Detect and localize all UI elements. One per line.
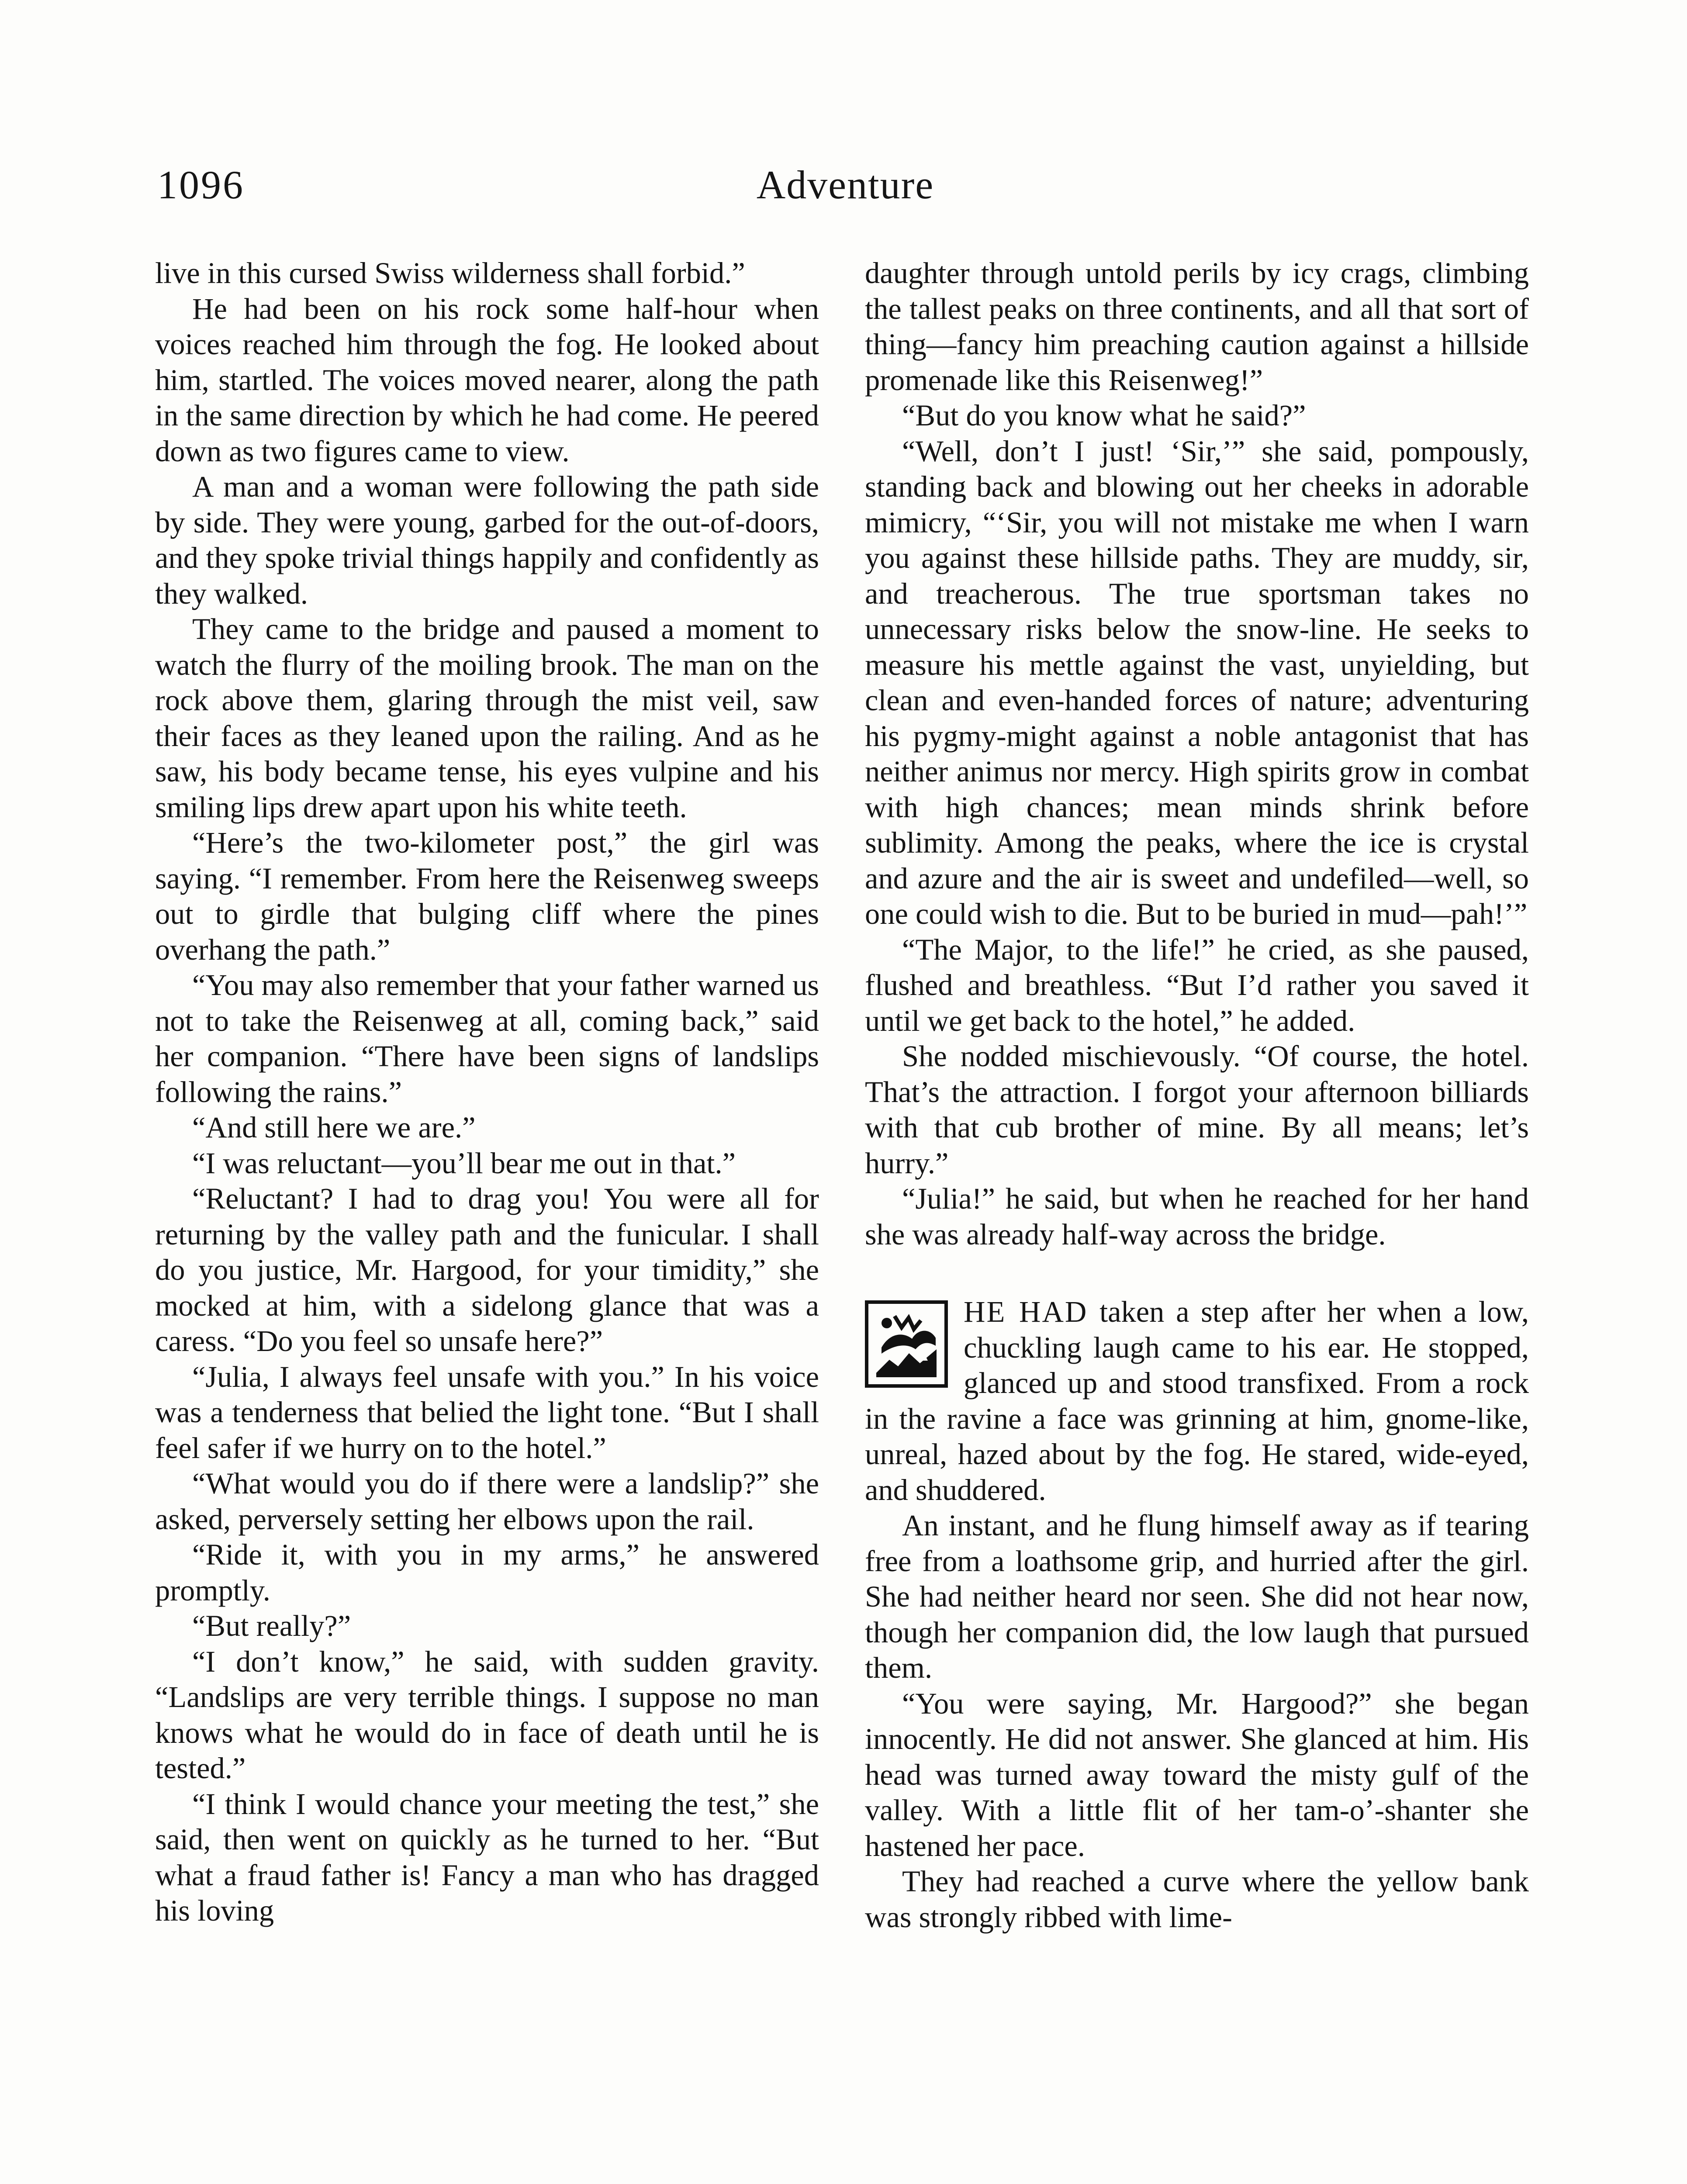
page-header	[157, 162, 1533, 218]
paragraph: “What would you do if there were a landslip?” she asked, perversely setting her elbows upon the rail.	[155, 1467, 819, 1536]
paragraph: “Ride it, with you in my arms,” he answered promptly.	[155, 1538, 819, 1607]
left-column	[155, 256, 819, 1929]
paragraph: “You were saying, Mr. Hargood?” she began innocently. He did not answer. She glanced at him. His head was turned away toward the misty gulf of the valley. With a little flit of her tam-o’-shanter she hastened her pace.	[865, 1686, 1529, 1863]
woodcut-ornament-icon	[865, 1300, 948, 1388]
paragraph: daughter through untold perils by icy crags, climbing the tallest peaks on three continents, and all that sort of thing—fancy him preaching caution against a hillside promenade like this Reisenweg!”	[865, 256, 1529, 397]
paragraph: “But do you know what he said?”	[902, 399, 1306, 432]
paragraph: He had been on his rock some half-hour when voices reached him through the fog. He looked about him, startled. The voices moved nearer, along the path in the same direction by which he had come. He peered down as two figures came to view.	[155, 292, 819, 468]
right-column	[865, 256, 1529, 1935]
paragraph: “You may also remember that your father warned us not to take the Reisenweg at all, coming back,” said her companion. “There have been signs of landslips following the rains.”	[155, 968, 819, 1109]
paragraph: “The Major, to the life!” he cried, as she paused, flushed and breathless. “But I’d rather you saved it until we get back to the hotel,” he added.	[865, 933, 1529, 1037]
paragraph: “Here’s the two-kilometer post,” the girl was saying. “I remember. From here the Reisenweg sweeps out to girdle that bulging cliff where the pines overhang the path.”	[155, 826, 819, 966]
paragraph: “Well, don’t I just! ‘Sir,’” she said, pompously, standing back and blowing out her cheeks in adorable mimicry, “‘Sir, you will not mistake me when I warn you against these hillside paths. They are muddy, sir, and treacherous. The true sportsman takes no unnecessary risks below the snow-line. He seeks to measure his mettle against the vast, unyielding, but clean and even-handed forces of nature; adventuring his pygmy-might against a noble antagonist that has neither animus nor mercy. High spirits grow in combat with high chances; mean minds shrink before sublimity. Among the peaks, where the ice is crystal and azure and the air is sweet and undefiled—well, so one could wish to die. But to be buried in mud—pah!’”	[865, 434, 1529, 930]
paragraph: She nodded mischievously. “Of course, the hotel. That’s the attraction. I forgot your afternoon billiards with that cub brother of mine. By all means; let’s hurry.”	[865, 1040, 1529, 1180]
paragraph: They came to the bridge and paused a moment to watch the flurry of the moiling brook. The man on the rock above them, glaring through the mist veil, saw their faces as they leaned upon the railing. And as he saw, his body became tense, his eyes vulpine and his smiling lips drew apart upon his white teeth.	[155, 612, 819, 824]
paragraph: An instant, and he flung himself away as if tearing free from a loathsome grip, and hurried after the girl. She had neither heard nor seen. She did not hear now, though her companion did, the low laugh that pursued them.	[865, 1509, 1529, 1684]
section-opening-text: taken a step after her when a low, chuckling laugh came to his ear. He stopped, glanced up and stood transfixed. From a rock in the ravine a face was grinning at him, gnome-like, unreal, hazed about by the fog. He stared, wide-eyed, and shuddered.	[865, 1295, 1529, 1507]
paragraph: “Julia!” he said, but when he reached for her hand she was already half-way across the bridge.	[865, 1182, 1529, 1251]
page-number: 1096	[157, 162, 245, 207]
magazine-title: Adventure	[756, 162, 934, 207]
paragraph: They had reached a curve where the yellow bank was strongly ribbed with lime-	[865, 1865, 1529, 1934]
paragraph: “I don’t know,” he said, with sudden gravity. “Landslips are very terrible things. I suppose no man knows what he would do in face of death until he is tested.”	[155, 1645, 819, 1785]
section-lead-words: HE HAD	[964, 1295, 1088, 1328]
section-break	[865, 1252, 1529, 1294]
paragraph: A man and a woman were following the path side by side. They were young, garbed for the out-of-doors, and they spoke trivial things happily and confidently as they walked.	[155, 470, 819, 610]
paragraph: “I was reluctant—you’ll bear me out in that.”	[192, 1146, 736, 1180]
paragraph: “Julia, I always feel unsafe with you.” In his voice was a tenderness that belied the light tone. “But I shall feel safer if we hurry on to the hotel.”	[155, 1360, 819, 1465]
paragraph: “And still here we are.”	[192, 1111, 476, 1144]
section-opening-paragraph	[865, 1294, 1529, 1508]
paragraph: “But really?”	[192, 1609, 351, 1642]
paragraph: “I think I would chance your meeting the test,” she said, then went on quickly as he turned to her. “But what a fraud father is! Fancy a man who has dragged his loving	[155, 1787, 819, 1927]
paragraph: “Reluctant? I had to drag you! You were all for returning by the valley path and the funicular. I shall do you justice, Mr. Hargood, for your timidity,” she mocked at him, with a sidelong glance that was a caress. “Do you feel so unsafe here?”	[155, 1182, 819, 1358]
paragraph: live in this cursed Swiss wilderness shall forbid.”	[155, 256, 745, 290]
